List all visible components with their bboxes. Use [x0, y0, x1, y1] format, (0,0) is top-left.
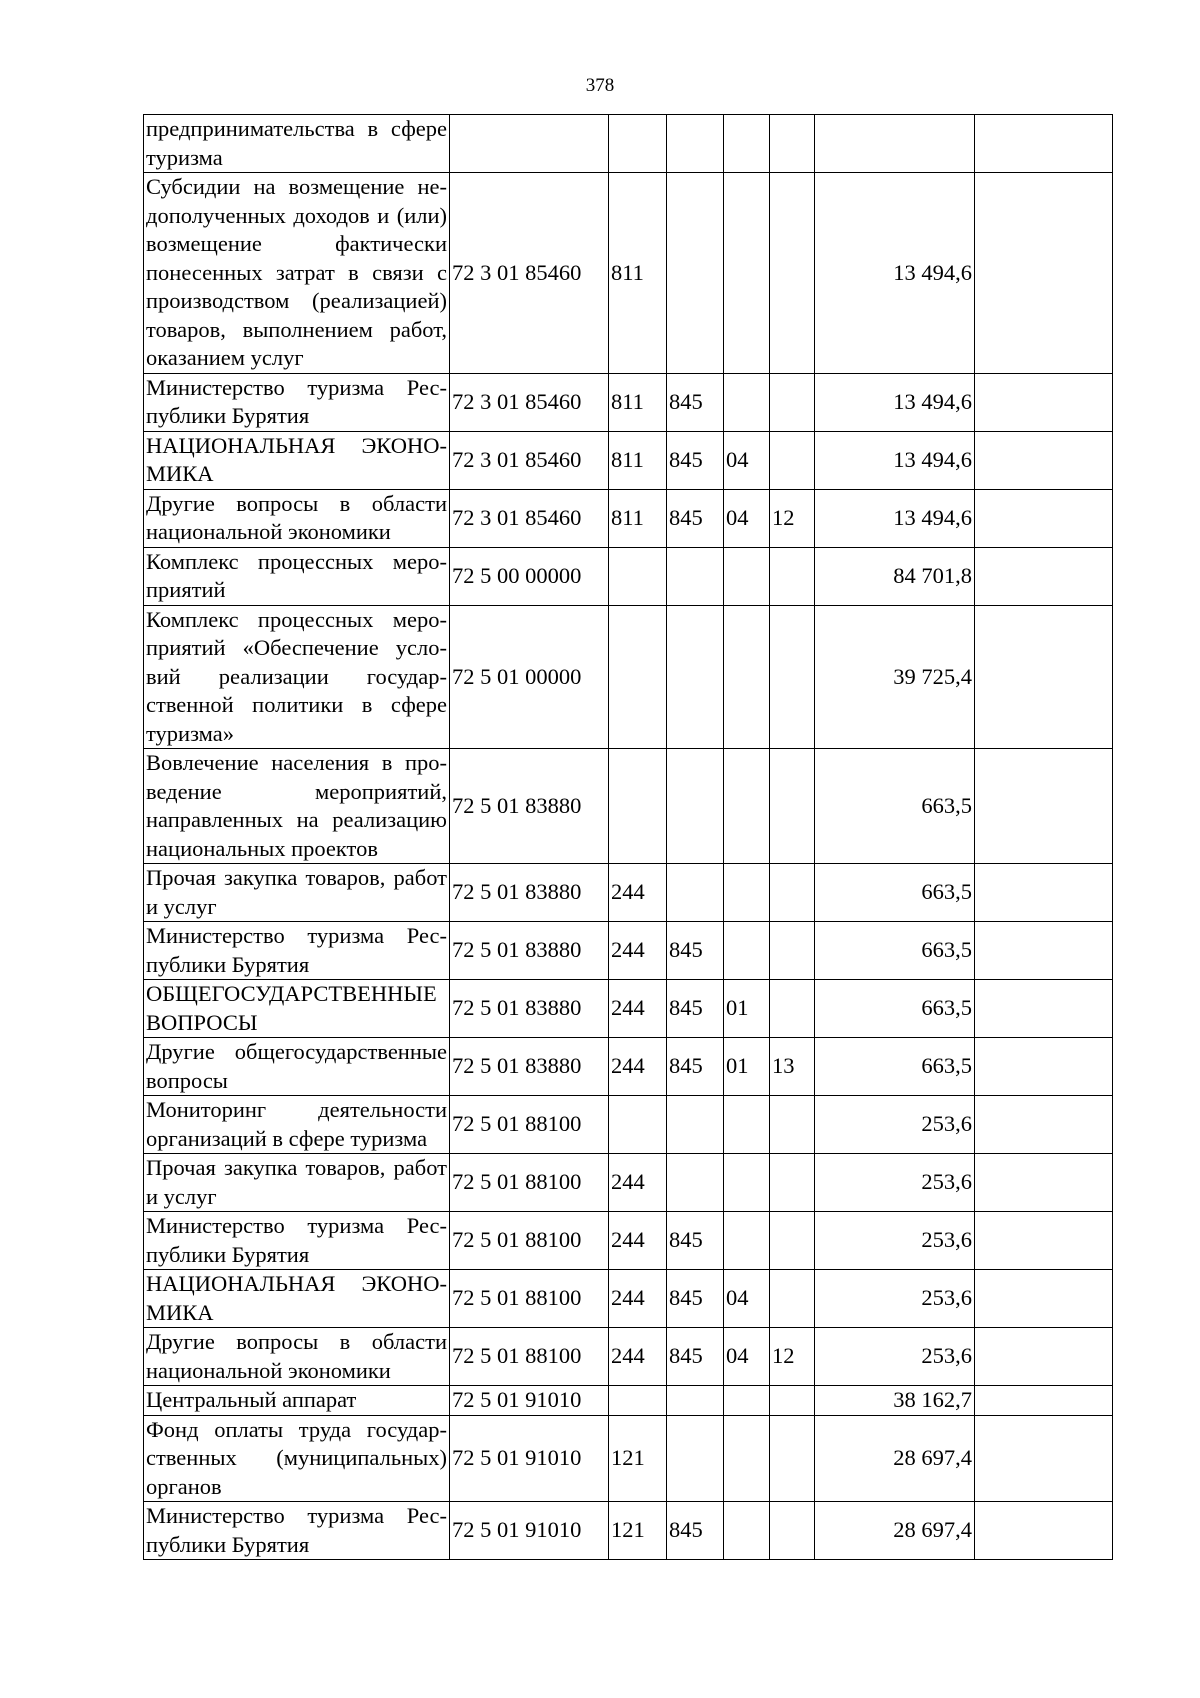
row-sum-cell: 13 494,6 [815, 489, 975, 547]
row-section-cell [724, 115, 770, 173]
table-body [144, 115, 1113, 1560]
row-code-cell: 72 5 00 00000 [450, 547, 609, 605]
row-section-cell [724, 1415, 770, 1502]
row-subsection-cell: 12 [770, 1328, 815, 1386]
table-row [144, 1328, 1113, 1386]
row-ministry-code-cell: 845 [667, 1328, 724, 1386]
row-extra-cell [975, 605, 1113, 749]
row-expense-type-cell: 244 [609, 1328, 667, 1386]
row-ministry-code-cell: 845 [667, 1212, 724, 1270]
row-extra-cell [975, 431, 1113, 489]
row-name-cell: НАЦИОНАЛЬНАЯ ЭКОНОМИКА [144, 1270, 450, 1328]
row-code-cell [450, 115, 609, 173]
row-subsection-cell [770, 1096, 815, 1154]
row-sum-cell: 663,5 [815, 922, 975, 980]
row-extra-cell [975, 864, 1113, 922]
row-code-cell: 72 5 01 00000 [450, 605, 609, 749]
row-extra-cell [975, 1386, 1113, 1416]
row-name-cell: Фонд оплаты труда государственных (муниципальных) органов [144, 1415, 450, 1502]
row-expense-type-cell [609, 1096, 667, 1154]
row-name-cell: Министерство туризма Республики Бурятия [144, 1212, 450, 1270]
row-extra-cell [975, 547, 1113, 605]
row-sum-cell: 13 494,6 [815, 373, 975, 431]
row-section-cell: 01 [724, 1038, 770, 1096]
row-subsection-cell [770, 922, 815, 980]
row-subsection-cell: 13 [770, 1038, 815, 1096]
table-row [144, 1270, 1113, 1328]
row-ministry-code-cell: 845 [667, 489, 724, 547]
row-extra-cell [975, 1038, 1113, 1096]
row-sum-cell: 39 725,4 [815, 605, 975, 749]
row-section-cell: 04 [724, 489, 770, 547]
row-expense-type-cell: 244 [609, 864, 667, 922]
row-ministry-code-cell [667, 173, 724, 374]
row-sum-cell: 663,5 [815, 1038, 975, 1096]
row-sum-cell: 13 494,6 [815, 431, 975, 489]
row-code-cell: 72 5 01 83880 [450, 980, 609, 1038]
row-subsection-cell [770, 749, 815, 864]
table-row [144, 547, 1113, 605]
row-ministry-code-cell: 845 [667, 1270, 724, 1328]
row-code-cell: 72 5 01 88100 [450, 1328, 609, 1386]
row-section-cell: 01 [724, 980, 770, 1038]
row-expense-type-cell: 811 [609, 431, 667, 489]
row-section-cell [724, 173, 770, 374]
row-expense-type-cell: 811 [609, 173, 667, 374]
row-subsection-cell [770, 864, 815, 922]
row-sum-cell: 663,5 [815, 864, 975, 922]
row-code-cell: 72 3 01 85460 [450, 489, 609, 547]
row-subsection-cell: 12 [770, 489, 815, 547]
row-section-cell [724, 373, 770, 431]
row-expense-type-cell: 244 [609, 922, 667, 980]
row-expense-type-cell: 244 [609, 1154, 667, 1212]
row-expense-type-cell: 121 [609, 1502, 667, 1560]
row-expense-type-cell: 244 [609, 980, 667, 1038]
row-extra-cell [975, 980, 1113, 1038]
row-extra-cell [975, 1154, 1113, 1212]
row-subsection-cell [770, 547, 815, 605]
row-expense-type-cell: 811 [609, 489, 667, 547]
row-extra-cell [975, 1502, 1113, 1560]
row-code-cell: 72 5 01 91010 [450, 1415, 609, 1502]
row-sum-cell: 38 162,7 [815, 1386, 975, 1416]
row-name-cell: НАЦИОНАЛЬНАЯ ЭКОНОМИКА [144, 431, 450, 489]
row-name-cell: Комплекс процессных мероприятий [144, 547, 450, 605]
row-ministry-code-cell: 845 [667, 1502, 724, 1560]
row-code-cell: 72 5 01 88100 [450, 1154, 609, 1212]
row-name-cell: Министерство туризма Республики Бурятия [144, 1502, 450, 1560]
row-sum-cell [815, 115, 975, 173]
row-subsection-cell [770, 1154, 815, 1212]
row-name-cell: Центральный аппарат [144, 1386, 450, 1416]
row-code-cell: 72 5 01 91010 [450, 1386, 609, 1416]
row-section-cell [724, 1386, 770, 1416]
row-subsection-cell [770, 431, 815, 489]
row-expense-type-cell [609, 547, 667, 605]
row-name-cell: Другие вопросы в области национальной экономики [144, 489, 450, 547]
table-row [144, 373, 1113, 431]
row-sum-cell: 253,6 [815, 1270, 975, 1328]
row-section-cell [724, 605, 770, 749]
row-subsection-cell [770, 1415, 815, 1502]
row-code-cell: 72 5 01 83880 [450, 922, 609, 980]
row-sum-cell: 253,6 [815, 1212, 975, 1270]
row-subsection-cell [770, 980, 815, 1038]
table-row [144, 1386, 1113, 1416]
row-ministry-code-cell [667, 1096, 724, 1154]
row-extra-cell [975, 922, 1113, 980]
row-section-cell [724, 1096, 770, 1154]
row-subsection-cell [770, 373, 815, 431]
row-code-cell: 72 5 01 83880 [450, 864, 609, 922]
row-name-cell: Комплекс процессных мероприятий «Обеспечение условий реализации государственной политики в сфере туризма» [144, 605, 450, 749]
row-ministry-code-cell: 845 [667, 373, 724, 431]
row-expense-type-cell: 244 [609, 1038, 667, 1096]
row-sum-cell: 253,6 [815, 1154, 975, 1212]
table-row [144, 864, 1113, 922]
row-ministry-code-cell [667, 1154, 724, 1212]
row-expense-type-cell [609, 605, 667, 749]
row-name-cell: Министерство туризма Республики Бурятия [144, 373, 450, 431]
row-section-cell [724, 864, 770, 922]
table-row [144, 173, 1113, 374]
row-extra-cell [975, 373, 1113, 431]
row-subsection-cell [770, 1270, 815, 1328]
row-section-cell [724, 547, 770, 605]
row-sum-cell: 84 701,8 [815, 547, 975, 605]
row-expense-type-cell: 811 [609, 373, 667, 431]
row-extra-cell [975, 115, 1113, 173]
row-section-cell: 04 [724, 431, 770, 489]
row-name-cell: Вовлечение населения в проведение мероприятий, направленных на реализацию национальных проектов [144, 749, 450, 864]
row-name-cell: предпринимательства в сфере туризма [144, 115, 450, 173]
table-row [144, 1096, 1113, 1154]
row-extra-cell [975, 1415, 1113, 1502]
row-extra-cell [975, 1212, 1113, 1270]
table-row [144, 922, 1113, 980]
row-extra-cell [975, 1328, 1113, 1386]
row-sum-cell: 13 494,6 [815, 173, 975, 374]
page-number: 378 [585, 75, 615, 96]
row-subsection-cell [770, 173, 815, 374]
table-row [144, 431, 1113, 489]
row-sum-cell: 28 697,4 [815, 1415, 975, 1502]
row-ministry-code-cell: 845 [667, 1038, 724, 1096]
row-subsection-cell [770, 1386, 815, 1416]
table-row [144, 749, 1113, 864]
budget-table [143, 114, 1113, 1560]
row-section-cell [724, 749, 770, 864]
table-row [144, 115, 1113, 173]
row-expense-type-cell [609, 749, 667, 864]
table-row [144, 1154, 1113, 1212]
row-expense-type-cell: 121 [609, 1415, 667, 1502]
row-sum-cell: 253,6 [815, 1328, 975, 1386]
table-row [144, 1415, 1113, 1502]
row-expense-type-cell: 244 [609, 1212, 667, 1270]
row-name-cell: Министерство туризма Республики Бурятия [144, 922, 450, 980]
row-extra-cell [975, 1270, 1113, 1328]
row-subsection-cell [770, 605, 815, 749]
row-name-cell: Прочая закупка товаров, работ и услуг [144, 864, 450, 922]
row-expense-type-cell [609, 1386, 667, 1416]
row-section-cell [724, 1154, 770, 1212]
row-section-cell [724, 1502, 770, 1560]
row-ministry-code-cell: 845 [667, 980, 724, 1038]
table-row [144, 605, 1113, 749]
row-ministry-code-cell [667, 749, 724, 864]
row-code-cell: 72 3 01 85460 [450, 373, 609, 431]
row-code-cell: 72 5 01 88100 [450, 1212, 609, 1270]
row-section-cell: 04 [724, 1328, 770, 1386]
table-row [144, 1502, 1113, 1560]
row-code-cell: 72 3 01 85460 [450, 431, 609, 489]
row-ministry-code-cell [667, 547, 724, 605]
row-name-cell: Субсидии на возмещение недополученных доходов и (или) возмещение фактически понесенных затрат в связи с производством (реализацией) товаров, выполнением работ, оказанием услуг [144, 173, 450, 374]
row-ministry-code-cell: 845 [667, 922, 724, 980]
row-expense-type-cell: 244 [609, 1270, 667, 1328]
row-extra-cell [975, 489, 1113, 547]
table-row [144, 1038, 1113, 1096]
table-row [144, 1212, 1113, 1270]
row-extra-cell [975, 1096, 1113, 1154]
row-extra-cell [975, 749, 1113, 864]
row-ministry-code-cell: 845 [667, 431, 724, 489]
row-name-cell: Другие вопросы в области национальной экономики [144, 1328, 450, 1386]
row-ministry-code-cell [667, 605, 724, 749]
row-code-cell: 72 5 01 88100 [450, 1096, 609, 1154]
row-sum-cell: 253,6 [815, 1096, 975, 1154]
row-ministry-code-cell [667, 115, 724, 173]
row-code-cell: 72 3 01 85460 [450, 173, 609, 374]
table-row [144, 980, 1113, 1038]
row-sum-cell: 663,5 [815, 980, 975, 1038]
row-subsection-cell [770, 1502, 815, 1560]
row-code-cell: 72 5 01 88100 [450, 1270, 609, 1328]
row-code-cell: 72 5 01 91010 [450, 1502, 609, 1560]
row-sum-cell: 28 697,4 [815, 1502, 975, 1560]
row-section-cell [724, 1212, 770, 1270]
row-expense-type-cell [609, 115, 667, 173]
row-section-cell: 04 [724, 1270, 770, 1328]
row-subsection-cell [770, 115, 815, 173]
row-name-cell: Другие общегосударственные вопросы [144, 1038, 450, 1096]
row-subsection-cell [770, 1212, 815, 1270]
row-code-cell: 72 5 01 83880 [450, 749, 609, 864]
table-row [144, 489, 1113, 547]
row-ministry-code-cell [667, 864, 724, 922]
row-name-cell: ОБЩЕГОСУДАРСТВЕННЫЕ ВОПРОСЫ [144, 980, 450, 1038]
row-section-cell [724, 922, 770, 980]
row-code-cell: 72 5 01 83880 [450, 1038, 609, 1096]
row-extra-cell [975, 173, 1113, 374]
row-name-cell: Прочая закупка товаров, работ и услуг [144, 1154, 450, 1212]
row-ministry-code-cell [667, 1415, 724, 1502]
row-ministry-code-cell [667, 1386, 724, 1416]
row-name-cell: Мониторинг деятельности организаций в сфере туризма [144, 1096, 450, 1154]
row-sum-cell: 663,5 [815, 749, 975, 864]
